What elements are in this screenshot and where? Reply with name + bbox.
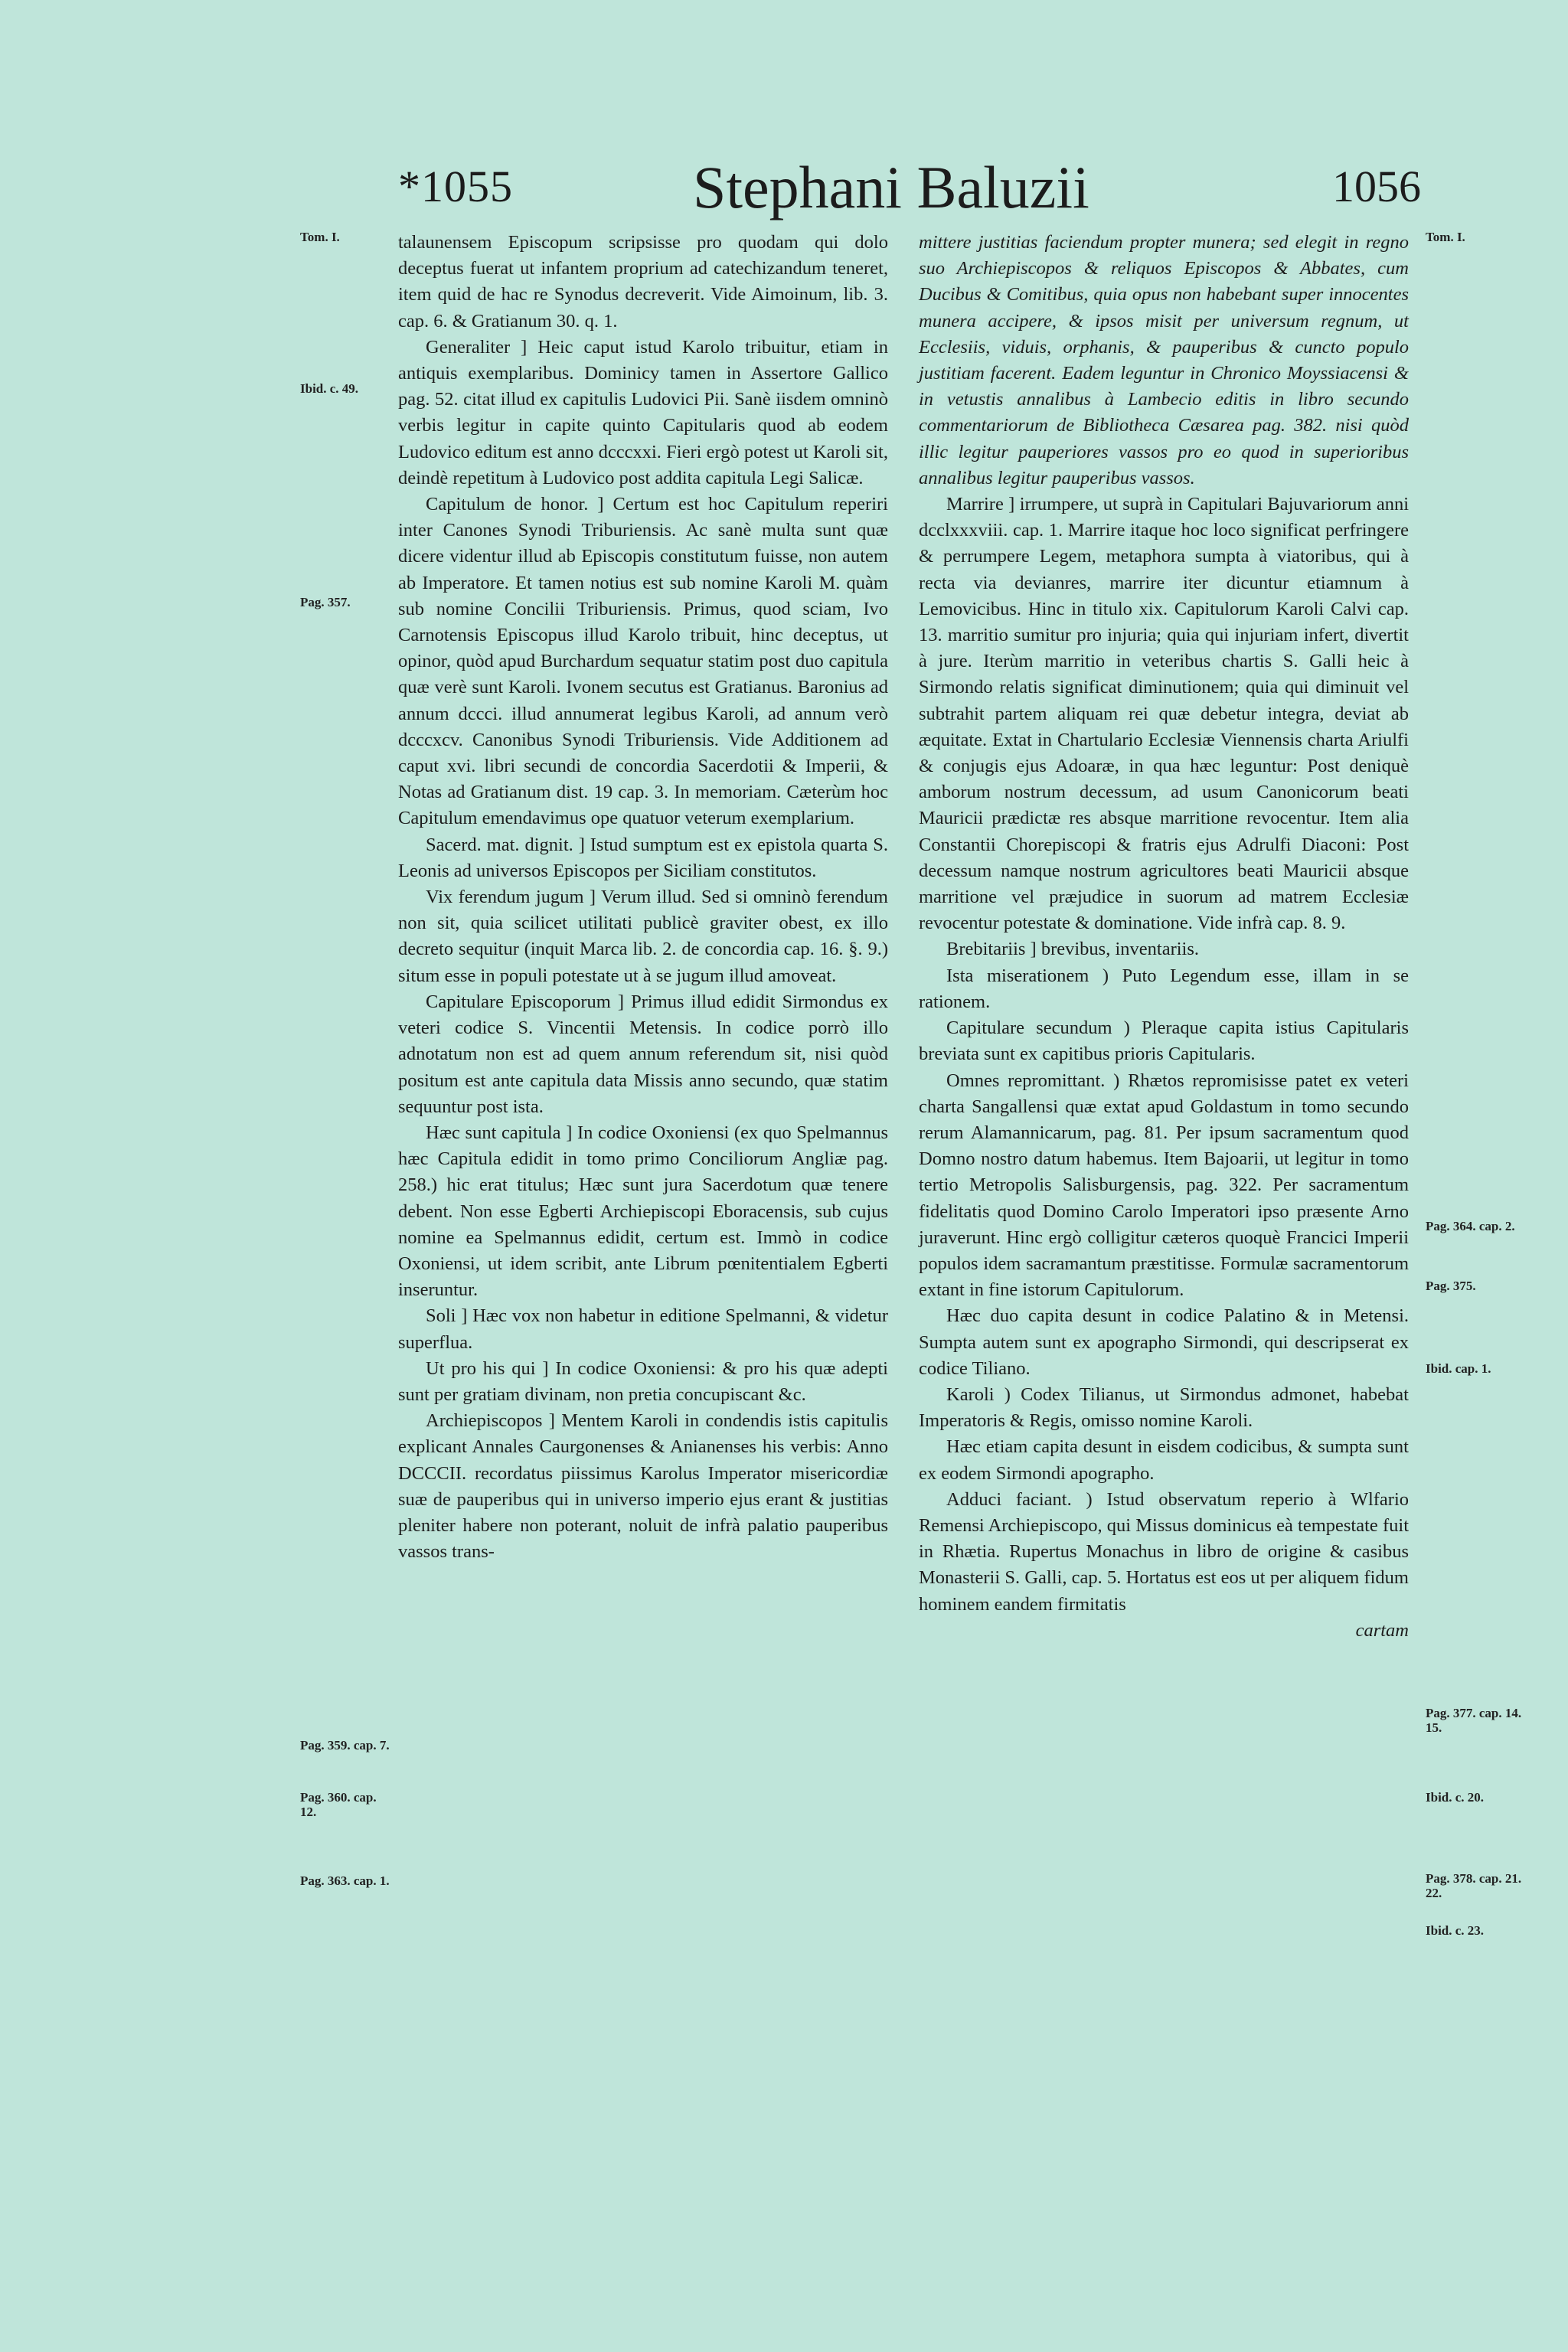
margin-note: Pag. 375. [1426, 1279, 1476, 1293]
margin-note: Pag. 364. cap. 2. [1426, 1219, 1515, 1233]
margin-note: Ibid. c. 20. [1426, 1790, 1485, 1805]
margin-note: Pag. 377. cap. 14. 15. [1426, 1706, 1522, 1735]
paragraph: Omnes repromittant. ) Rhætos repromisisse patet ex veteri charta Sangallensi quæ extat apud Goldastum in tomo secundo rerum Alamannicarum, pag. 81. Per ipsum sacramentum quod Domno nostro datum habemus. Item Bajoarii, ut legitur in tomo tertio Metropolis Salisburgensis, pag. 322. Per sacramentum fidelitatis quod Domino Carolo Imperatori ipso præsente Arno juraverunt. Hinc ergò colligitur cæteros quoquè Francici Imperii populos idem sacramantum præstitisse. Formulæ sacramentorum extant in fine istorum Capitulorum. [919, 1070, 1409, 1301]
paragraph: Soli ] Hæc vox non habetur in editione Spelmanni, & videtur superflua. [398, 1305, 888, 1353]
catchword: cartam [1355, 1619, 1409, 1641]
margin-note: Pag. 378. cap. 21. 22. [1426, 1871, 1522, 1900]
paragraph: Brebitariis ] brevibus, inventariis. [946, 939, 1199, 960]
paragraph: Karoli ) Codex Tilianus, ut Sirmondus admonet, habebat Imperatoris & Regis, omisso nomine Karoli. [919, 1383, 1409, 1432]
margin-note: Ibid. c. 23. [1426, 1923, 1485, 1938]
paragraph: Sacerd. mat. dignit. ] Istud sumptum est ex epistola quarta S. Leonis ad universos Episcopos per Siciliam constitutos. [398, 834, 888, 881]
margin-note: Ibid. cap. 1. [1426, 1361, 1491, 1376]
paragraph: Hæc sunt capitula ] In codice Oxoniensi (ex quo Spelmannus hæc Capitula edidit in tomo primo Conciliorum Angliæ pag. 258.) hic erat titulus; Hæc sunt jura Sacerdotum quæ tenere debent. Non esse Egberti Archiepiscopi Eboracensis, sub cujus nomine ea Spelmannus edidit, certum est. Immò in codice Oxoniensi, ut idem scribit, ante Librum pœnitentialem Egberti inseruntur. [398, 1122, 888, 1301]
paragraph: Generaliter ] Heic caput istud Karolo tribuitur, etiam in antiquis exemplaribus. Dominicy tamen in Assertore Gallico pag. 52. citat illud ex capitulis Ludovici Pii. Sanè iisdem omninò verbis legitur in capite quinto Capitularis quod ab eodem Ludovico editum est anno dcccxxi. Fieri ergò potest ut Karoli sit, deindè repetitum à Ludovico post addita capitula Legi Salicæ. [398, 336, 888, 488]
left-column [398, 230, 888, 1565]
paragraph: Capitulum de honor. ] Certum est hoc Capitulum reperiri inter Canones Synodi Triburiensis. Ac sanè multa sunt quæ dicere videntur illud ab Episcopis constitutum fuisse, non autem ab Imperatore. Et tamen notius est sub nomine Karoli M. quàm sub nomine Concilii Triburiensis. Primus, quod sciam, Ivo Carnotensis Episcopus illud Karolo tribuit, hinc deceptus, ut opinor, quòd apud Burchardum sequatur statim post duo capitula quæ verè sunt Karoli. Ivonem secutus est Gratianus. Baronius ad annum dccci. illud annumerat legibus Karoli, ad annum verò dcccxcv. Canonibus Synodi Triburiensis. Vide Additionem ad caput xvi. libri secundi de concordia Sacerdotii & Imperii, & Notas ad Gratianum dist. 19 cap. 3. In memoriam. Cæterùm hoc Capitulum emendavimus ope quatuor veterum exemplarium. [398, 494, 888, 829]
paragraph: Capitulare Episcoporum ] Primus illud edidit Sirmondus ex veteri codice S. Vincentii Metensis. In codice porrò illo adnotatum non est ad quem annum referendum sit, nisi quòd positum est ante capitula data Missis anno secundo, quæ statim sequuntur post ista. [398, 991, 888, 1117]
paragraph: Vix ferendum jugum ] Verum illud. Sed si omninò ferendum non sit, quia scilicet utilitati publicè graviter obest, ex illo decreto sequitur (inquit Marca lib. 2. de concordia cap. 16. §. 9.) situm esse in populi potestate ut à se jugum illud amoveat. [398, 887, 888, 986]
paragraph: Hæc duo capita desunt in codice Palatino & in Metensi. Sumpta autem sunt ex apographo Sirmondi, qui descripserat ex codice Tiliano. [919, 1305, 1409, 1379]
margin-note: Pag. 363. cap. 1. [300, 1873, 390, 1888]
paragraph: Ista miserationem ) Puto Legendum esse, illam in se rationem. [919, 965, 1409, 1012]
running-title: Stephani Baluzii [693, 154, 1089, 220]
paragraph: Ut pro his qui ] In codice Oxoniensi: & pro his quæ adepti sunt per gratiam divinam, non pretia concupiscant &c. [398, 1357, 888, 1405]
paragraph: Adduci faciant. ) Istud observatum reperio à Wlfario Remensi Archiepiscopo, qui Missus dominicus eà tempestate fuit in Rhætia. Rupertus Monachus in libro de origine & casibus Monasterii S. Galli, cap. 5. Hortatus est eos ut per aliquem fidum hominem eandem firmitatis [919, 1488, 1409, 1615]
paragraph: Hæc etiam capita desunt in eisdem codicibus, & sumpta sunt ex eodem Sirmondi apographo. [919, 1436, 1409, 1484]
paragraph: Marrire ] irrumpere, ut suprà in Capitulari Bajuvariorum anni dcclxxxviii. cap. 1. Marrire itaque hoc loco significat perfringere & perrumpere Legem, metaphora sumpta à viatoribus, qui à recta via devianres, marrire iter dicuntur etiamnum à Lemovicibus. Hinc in titulo xix. Capitulorum Karoli Calvi cap. 13. marritio sumitur pro injuria; quia qui injuriam infert, divertit à jure. Iterùm marritio in veteribus chartis S. Galli heic à Sirmondo relatis significat diminutionem; quia qui diminuit vel subtrahit partem aliquam rei quæ debetur integra, deviat ab æquitate. Extat in Chartulario Ecclesiæ Viennensis charta Ariulfi & conjugis ejus Adoaræ, in qua hæc leguntur: Post deniquè amborum nostrum decessum, ad usum Canonicorum beati Mauricii prædictæ res absque marritione revocentur. Item alia Constantii Chorepiscopi & fratris ejus Adrulfi Diaconi: Post decessum namque nostrum agricultores beati Mauricii absque marritione vel præjudice in suorum ad matrem Ecclesiæ revocentur potestate & dominatione. Vide infrà cap. 8. 9. [919, 494, 1409, 934]
paragraph: talaunensem Episcopum scripsisse pro quodam qui dolo deceptus fuerat ut infantem proprium ad catechizandum teneret, item quid de hac re Synodus decreverit. Vide Aimoinum, lib. 3. cap. 6. & Gratianum 30. q. 1. [398, 232, 888, 332]
folio-number-left: *1055 [398, 162, 513, 211]
margin-note: Tom. I. [1426, 230, 1465, 244]
page-header [0, 153, 1568, 222]
margin-note: Pag. 359. cap. 7. [300, 1738, 390, 1753]
margin-note: Ibid. c. 49. [300, 381, 359, 396]
margin-note: Tom. I. [300, 230, 340, 244]
paragraph: mittere justitias faciendum propter munera; sed elegit in regno suo Archiepiscopos & reliquos Episcopos & Abbates, cum Ducibus & Comitibus, quia opus non habebant super innocentes munera accipere, & ipsos misit per universum regnum, ut Ecclesiis, viduis, orphanis, & pauperibus & cuncto populo justitiam facerent. Eadem leguntur in Chronico Moyssiacensi & in vetustis annalibus à Lambecio editis in libro secundo commentariorum de Bibliotheca Cæsarea pag. 382. nisi quòd illic legitur pauperiores vassos pro eo quod in superioribus annalibus legitur pauperibus vassos. [919, 232, 1409, 488]
right-column [919, 230, 1409, 1644]
margin-note: Pag. 357. [300, 595, 351, 609]
paragraph: Capitulare secundum ) Pleraque capita istius Capitularis breviata sunt ex capitibus prioris Capitularis. [919, 1018, 1409, 1065]
folio-number-right: 1056 [1332, 162, 1421, 211]
margin-note: Pag. 360. cap. 12. [300, 1790, 377, 1819]
paragraph: Archiepiscopos ] Mentem Karoli in condendis istis capitulis explicant Annales Caurgonenses & Anianenses his verbis: Anno DCCCII. recordatus piissimus Karolus Imperator misericordiæ suæ de pauperibus qui in universo imperio ejus erant & justitias pleniter habere non poterant, noluit de infrà palatio pauperibus vassos trans- [398, 1410, 888, 1563]
